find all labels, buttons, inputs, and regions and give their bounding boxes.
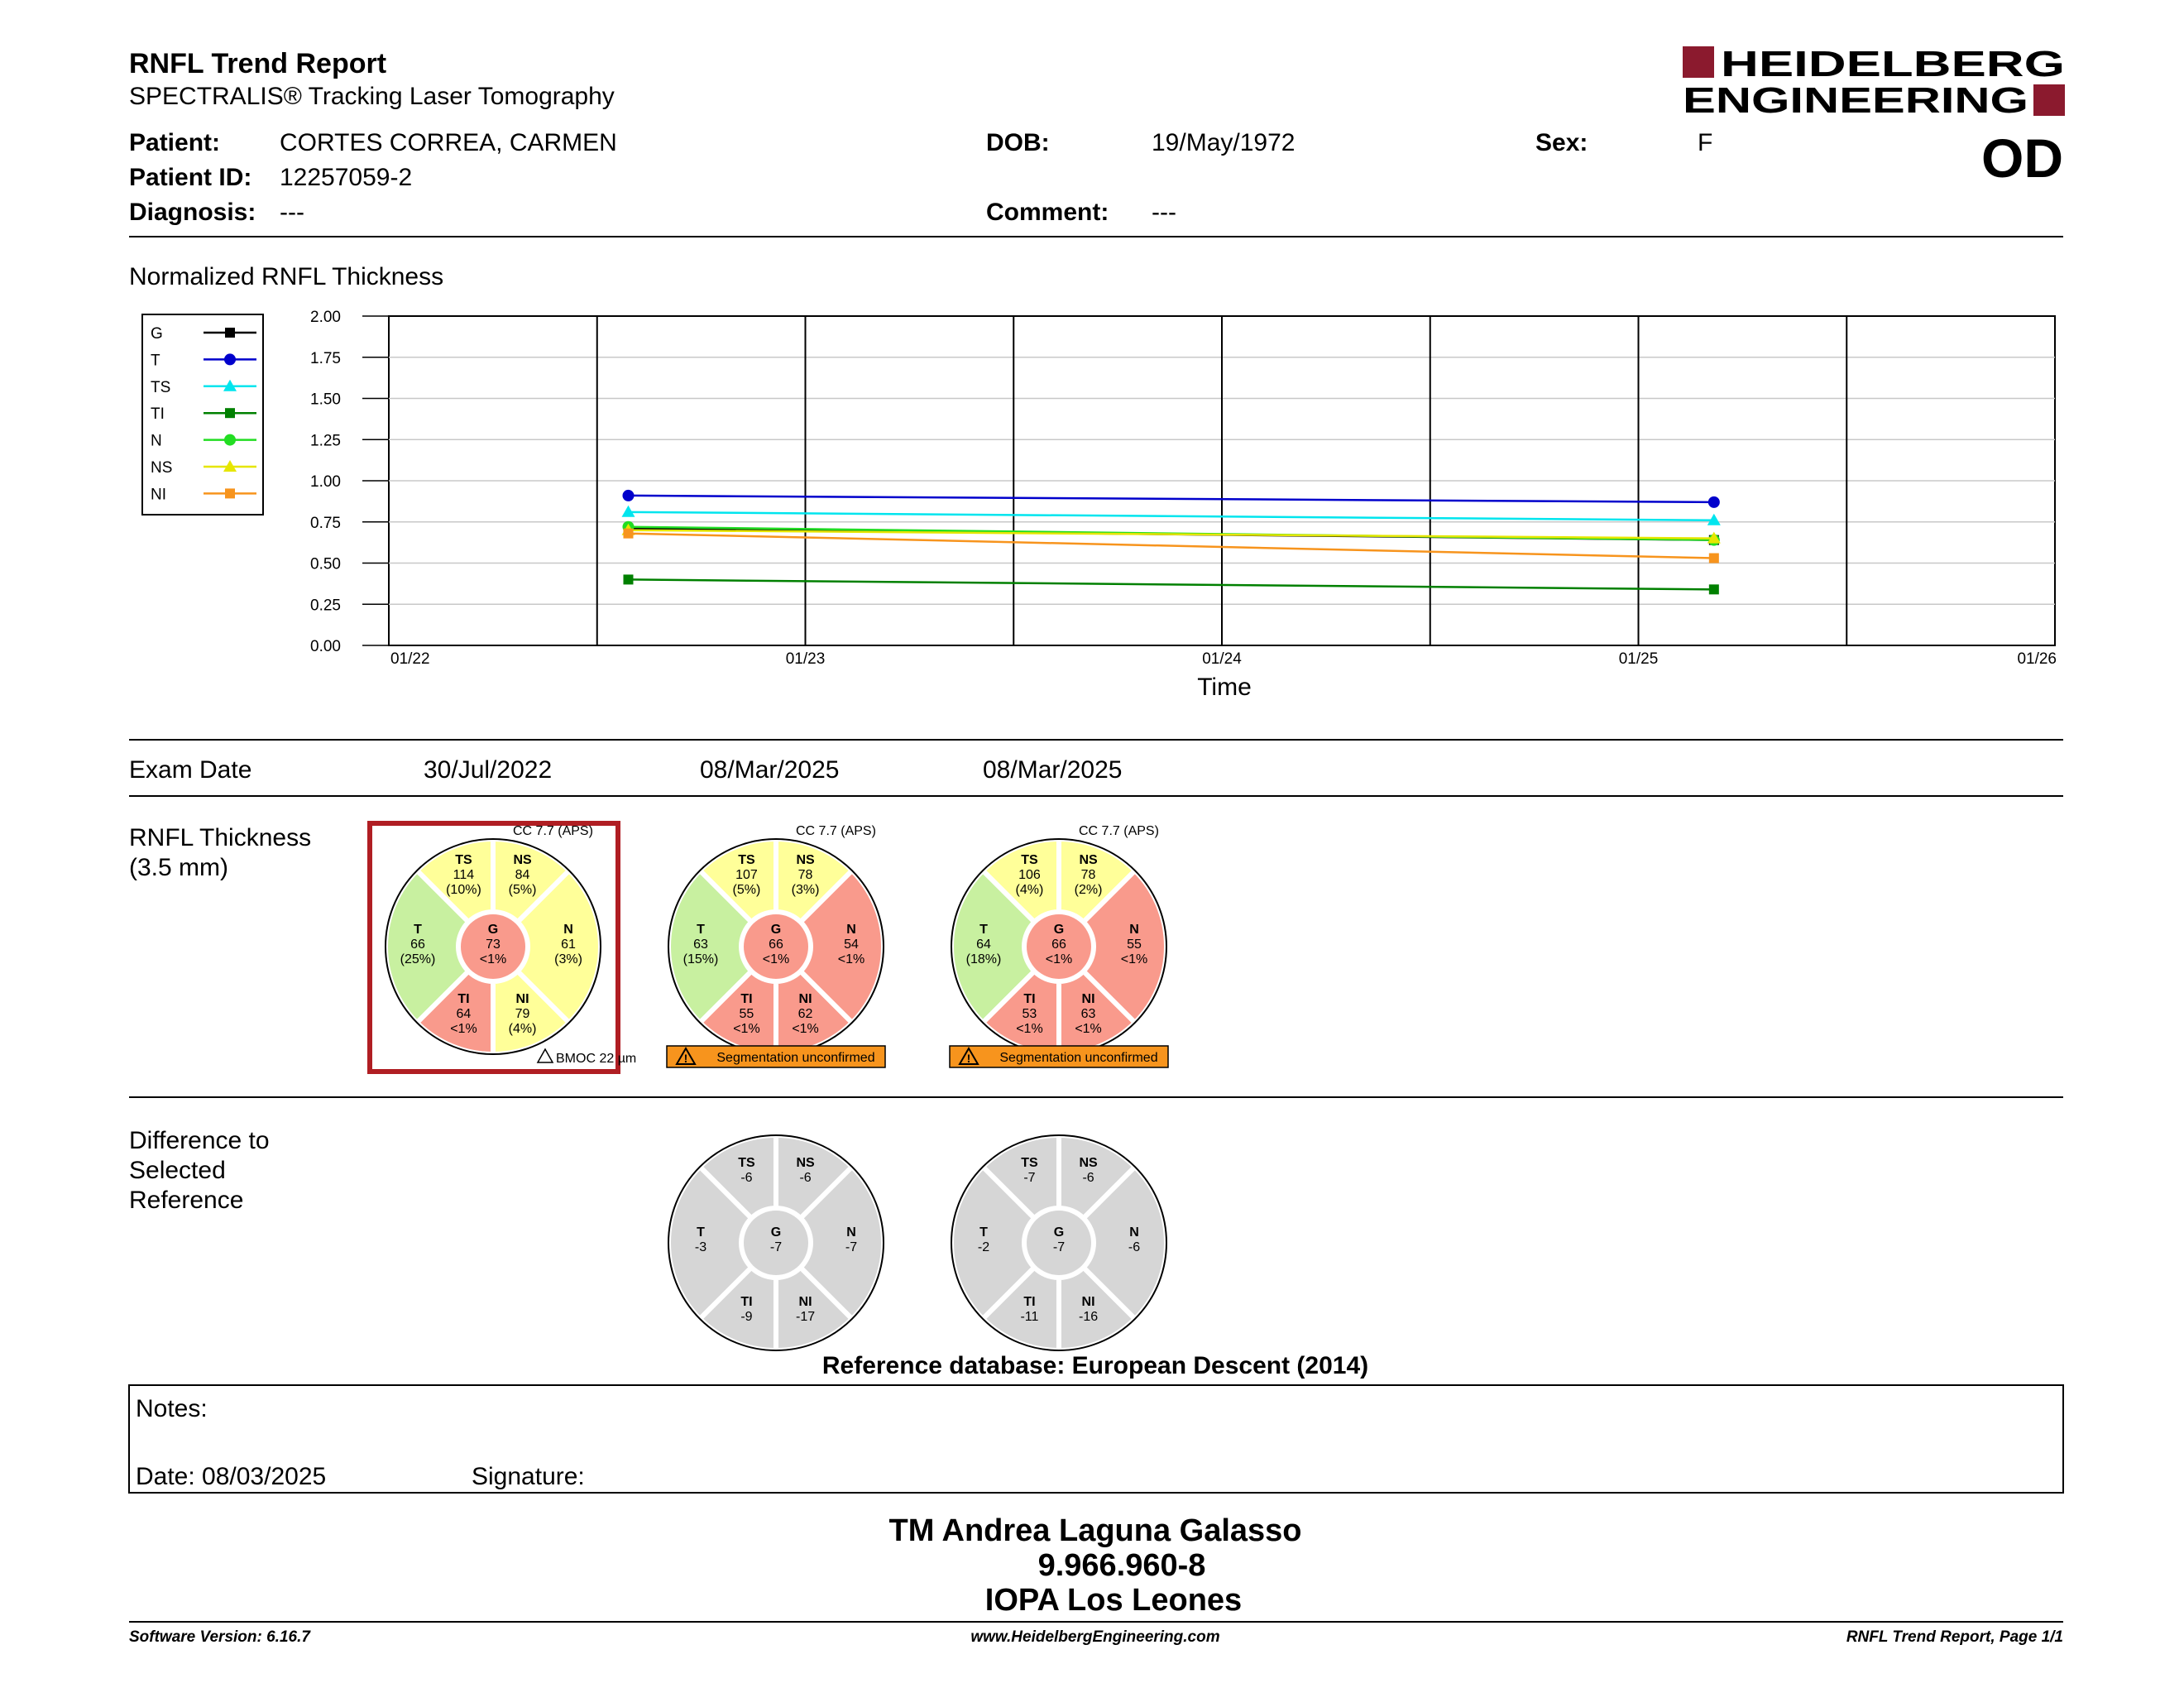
sector-label: N bbox=[1129, 1225, 1139, 1240]
rnfl-sector-circle bbox=[668, 839, 884, 1054]
sector-value: 66 bbox=[410, 938, 425, 952]
stamp-institution: IOPA Los Leones bbox=[984, 1583, 1243, 1618]
difference-circle-1 bbox=[668, 1135, 884, 1350]
sector-label: N bbox=[846, 923, 856, 937]
sector-label: NS bbox=[796, 853, 815, 868]
sector-label: T bbox=[697, 1225, 705, 1240]
y-tick-label: 0.25 bbox=[310, 597, 341, 615]
x-tick-label: 01/24 bbox=[1202, 650, 1242, 668]
legend-label: N bbox=[151, 432, 162, 450]
sector-label: NI bbox=[798, 991, 812, 1006]
sector-percentile: <1% bbox=[1120, 952, 1148, 966]
sector-label: NI bbox=[1081, 1294, 1095, 1309]
bmoc-indicator bbox=[538, 1049, 636, 1066]
sector-value: -7 bbox=[1052, 1240, 1066, 1254]
sector-value: -9 bbox=[740, 1309, 753, 1324]
rnfl-circle-2 bbox=[667, 824, 885, 1067]
bmoc-label: BMOC 22 µm bbox=[556, 1052, 637, 1066]
sector-value: 79 bbox=[515, 1006, 530, 1021]
rnfl-circle-3 bbox=[950, 824, 1168, 1067]
chart-legend bbox=[142, 314, 263, 515]
sector-percentile: <1% bbox=[1016, 1021, 1043, 1036]
sector-label: TS bbox=[738, 1156, 755, 1171]
sector-percentile: <1% bbox=[792, 1021, 819, 1036]
sector-value: 106 bbox=[1018, 868, 1041, 883]
sector-value: 61 bbox=[561, 938, 576, 952]
y-tick-label: 1.25 bbox=[310, 432, 341, 450]
eye-indicator: OD bbox=[1981, 127, 2063, 189]
sector-percentile: <1% bbox=[733, 1021, 760, 1036]
sector-value: 114 bbox=[453, 868, 475, 883]
sector-percentile: <1% bbox=[1075, 1021, 1102, 1036]
legend-label: TS bbox=[151, 378, 171, 396]
y-tick-label: 1.00 bbox=[310, 473, 341, 491]
logo-square-right bbox=[2033, 84, 2065, 116]
patient-id-value: 12257059-2 bbox=[280, 164, 413, 191]
sector-label: TS bbox=[455, 853, 472, 868]
stamp-id: 9.966.960-8 bbox=[1037, 1548, 1206, 1583]
sector-value: -3 bbox=[694, 1240, 707, 1254]
data-point bbox=[623, 529, 633, 539]
data-point bbox=[1709, 554, 1719, 563]
sector-value: 62 bbox=[797, 1006, 813, 1021]
rnfl-circle-1 bbox=[370, 823, 636, 1072]
x-tick-label: 01/22 bbox=[390, 650, 430, 668]
sector-label: NI bbox=[798, 1294, 812, 1309]
report-title: RNFL Trend Report bbox=[129, 48, 387, 79]
diagnosis-value: --- bbox=[280, 199, 304, 226]
sector-percentile: (3%) bbox=[791, 883, 820, 898]
sector-label: G bbox=[1053, 1225, 1065, 1240]
patient-id-label: Patient ID: bbox=[129, 164, 252, 191]
sector-value: 66 bbox=[769, 938, 783, 952]
legend-label: NI bbox=[151, 486, 166, 504]
cc-label: CC 7.7 (APS) bbox=[513, 824, 593, 838]
exam-date-label: Exam Date bbox=[129, 756, 252, 784]
website-link: www.HeidelbergEngineering.com bbox=[970, 1628, 1220, 1646]
sector-label: TI bbox=[740, 1294, 753, 1309]
dob-value: 19/May/1972 bbox=[1152, 129, 1296, 156]
sector-label: G bbox=[1053, 923, 1065, 937]
sector-value: 64 bbox=[456, 1006, 472, 1021]
difference-label-2: Selected bbox=[129, 1157, 226, 1184]
sector-label: T bbox=[414, 923, 422, 937]
logo-text-line1: HEIDELBERG bbox=[1721, 44, 2065, 84]
sector-value: -6 bbox=[1128, 1240, 1141, 1254]
sector-percentile: (3%) bbox=[554, 952, 582, 966]
sector-value: 78 bbox=[797, 868, 813, 883]
sector-value: 63 bbox=[1080, 1006, 1096, 1021]
x-axis-title: Time bbox=[1197, 674, 1252, 701]
sector-label: N bbox=[1129, 923, 1139, 937]
sector-value: 53 bbox=[1022, 1006, 1037, 1021]
sector-percentile: (18%) bbox=[965, 952, 1002, 966]
sector-label: NS bbox=[796, 1156, 815, 1171]
comment-label: Comment: bbox=[986, 199, 1109, 226]
sector-label: G bbox=[487, 923, 499, 937]
sector-label: NS bbox=[513, 853, 532, 868]
sector-value: 64 bbox=[976, 938, 991, 952]
exam-date-3: 08/Mar/2025 bbox=[983, 756, 1123, 784]
sector-value: -2 bbox=[977, 1240, 990, 1254]
data-point bbox=[623, 574, 633, 584]
data-point bbox=[622, 490, 634, 501]
sector-label: G bbox=[770, 1225, 782, 1240]
legend-label: G bbox=[151, 325, 163, 343]
trend-chart bbox=[310, 309, 2057, 668]
sector-label: TI bbox=[1023, 1294, 1036, 1309]
sector-label: NI bbox=[1081, 991, 1095, 1006]
legend-marker bbox=[224, 353, 236, 365]
exam-date-2: 08/Mar/2025 bbox=[700, 756, 840, 784]
legend-marker bbox=[224, 434, 236, 446]
sector-label: TI bbox=[1023, 991, 1036, 1006]
segmentation-warning bbox=[667, 1046, 885, 1067]
comment-value: --- bbox=[1152, 199, 1176, 226]
x-tick-label: 01/25 bbox=[1618, 650, 1659, 668]
patient-label: Patient: bbox=[129, 129, 221, 156]
warning-icon-mark: ! bbox=[966, 1052, 971, 1065]
rnfl-section-label-2: (3.5 mm) bbox=[129, 854, 228, 881]
sector-label: T bbox=[979, 1225, 988, 1240]
software-version: Software Version: 6.16.7 bbox=[129, 1628, 310, 1646]
sector-percentile: <1% bbox=[1045, 952, 1073, 966]
sector-label: TS bbox=[738, 853, 755, 868]
sector-label: N bbox=[846, 1225, 856, 1240]
exam-date-1: 30/Jul/2022 bbox=[424, 756, 553, 784]
sector-label: TS bbox=[1021, 1156, 1038, 1171]
difference-label-3: Reference bbox=[129, 1187, 244, 1214]
sector-label: NS bbox=[1079, 853, 1098, 868]
legend-marker bbox=[225, 408, 235, 418]
y-tick-label: 0.50 bbox=[310, 555, 341, 573]
sector-percentile: (5%) bbox=[508, 883, 537, 898]
sector-percentile: <1% bbox=[479, 952, 507, 966]
sector-value: 84 bbox=[515, 868, 530, 883]
sector-value: -7 bbox=[769, 1240, 783, 1254]
patient-name: CORTES CORREA, CARMEN bbox=[280, 129, 617, 156]
stamp-name: TM Andrea Laguna Galasso bbox=[888, 1513, 1302, 1548]
sector-label: G bbox=[770, 923, 782, 937]
sector-value: 63 bbox=[693, 938, 708, 952]
sector-label: T bbox=[979, 923, 988, 937]
sex-value: F bbox=[1698, 129, 1713, 156]
legend-label: T bbox=[151, 352, 160, 370]
logo-text-line2: ENGINEERING bbox=[1683, 80, 2028, 121]
heidelberg-logo bbox=[1683, 44, 2065, 121]
segmentation-warning bbox=[950, 1046, 1168, 1067]
sector-value: -6 bbox=[740, 1171, 753, 1186]
legend-label: TI bbox=[151, 405, 165, 424]
sector-value: 55 bbox=[739, 1006, 754, 1021]
page-number: RNFL Trend Report, Page 1/1 bbox=[1846, 1628, 2063, 1646]
sector-value: 73 bbox=[486, 938, 500, 952]
notes-label: Notes: bbox=[136, 1395, 208, 1422]
warning-text: Segmentation unconfirmed bbox=[999, 1051, 1158, 1065]
sector-label: T bbox=[697, 923, 705, 937]
sector-label: NS bbox=[1079, 1156, 1098, 1171]
triangle-icon bbox=[538, 1049, 553, 1062]
sector-label: TI bbox=[740, 991, 753, 1006]
data-point bbox=[1708, 496, 1720, 508]
sector-value: -7 bbox=[845, 1240, 858, 1254]
sector-label: N bbox=[563, 923, 573, 937]
sector-value: -11 bbox=[1020, 1309, 1039, 1324]
sector-percentile: (5%) bbox=[732, 883, 761, 898]
rnfl-thickness-circles bbox=[370, 823, 1168, 1072]
report-subtitle: SPECTRALIS® Tracking Laser Tomography bbox=[129, 83, 615, 110]
legend-marker bbox=[225, 328, 235, 338]
difference-circle-2 bbox=[951, 1135, 1166, 1350]
sector-percentile: <1% bbox=[837, 952, 865, 966]
y-tick-label: 2.00 bbox=[310, 309, 341, 326]
sector-percentile: <1% bbox=[762, 952, 790, 966]
y-tick-label: 1.75 bbox=[310, 349, 341, 367]
rnfl-sector-circle bbox=[386, 839, 601, 1054]
legend-label: NS bbox=[151, 459, 173, 477]
sector-value: -6 bbox=[1082, 1171, 1094, 1186]
sex-label: Sex: bbox=[1535, 129, 1588, 156]
y-tick-label: 1.50 bbox=[310, 391, 341, 409]
difference-circles bbox=[668, 1135, 1166, 1350]
sector-value: -17 bbox=[795, 1309, 816, 1324]
sector-label: NI bbox=[515, 991, 529, 1006]
rnfl-sector-circle bbox=[951, 839, 1166, 1054]
sector-value: 54 bbox=[844, 938, 859, 952]
signature-label: Signature: bbox=[472, 1463, 585, 1490]
sector-percentile: <1% bbox=[450, 1021, 477, 1036]
cc-label: CC 7.7 (APS) bbox=[1079, 824, 1159, 838]
cc-label: CC 7.7 (APS) bbox=[796, 824, 876, 838]
reference-database: Reference database: European Descent (2014) bbox=[821, 1352, 1369, 1379]
sector-value: -16 bbox=[1078, 1309, 1099, 1324]
legend-marker bbox=[225, 488, 235, 498]
patient-info bbox=[129, 129, 1712, 226]
rnfl-section-label-1: RNFL Thickness bbox=[129, 824, 312, 851]
warning-icon-mark: ! bbox=[683, 1052, 688, 1065]
sector-value: -6 bbox=[799, 1171, 812, 1186]
sector-percentile: (15%) bbox=[682, 952, 719, 966]
sector-value: 66 bbox=[1051, 938, 1066, 952]
sector-value: 55 bbox=[1127, 938, 1142, 952]
warning-text: Segmentation unconfirmed bbox=[716, 1051, 875, 1065]
sector-value: 78 bbox=[1080, 868, 1096, 883]
x-tick-label: 01/23 bbox=[785, 650, 826, 668]
sector-value: -7 bbox=[1023, 1171, 1036, 1186]
data-point bbox=[1709, 584, 1719, 594]
sector-percentile: (4%) bbox=[1015, 883, 1044, 898]
y-tick-label: 0.75 bbox=[310, 514, 341, 532]
sector-label: TS bbox=[1021, 853, 1038, 868]
y-tick-label: 0.00 bbox=[310, 638, 341, 655]
logo-square-left bbox=[1683, 46, 1714, 78]
sector-percentile: (4%) bbox=[508, 1021, 537, 1036]
sector-value: 107 bbox=[735, 868, 758, 883]
trend-section-title: Normalized RNFL Thickness bbox=[129, 263, 444, 290]
sector-percentile: (10%) bbox=[446, 883, 481, 898]
difference-label-1: Difference to bbox=[129, 1127, 270, 1154]
x-tick-label: 01/26 bbox=[2017, 650, 2057, 668]
diagnosis-label: Diagnosis: bbox=[129, 199, 256, 226]
sector-percentile: (25%) bbox=[400, 952, 436, 966]
sector-percentile: (2%) bbox=[1074, 883, 1103, 898]
dob-label: DOB: bbox=[986, 129, 1050, 156]
sector-label: TI bbox=[457, 991, 470, 1006]
notes-date: Date: 08/03/2025 bbox=[136, 1463, 327, 1490]
notes-box bbox=[129, 1385, 2063, 1493]
